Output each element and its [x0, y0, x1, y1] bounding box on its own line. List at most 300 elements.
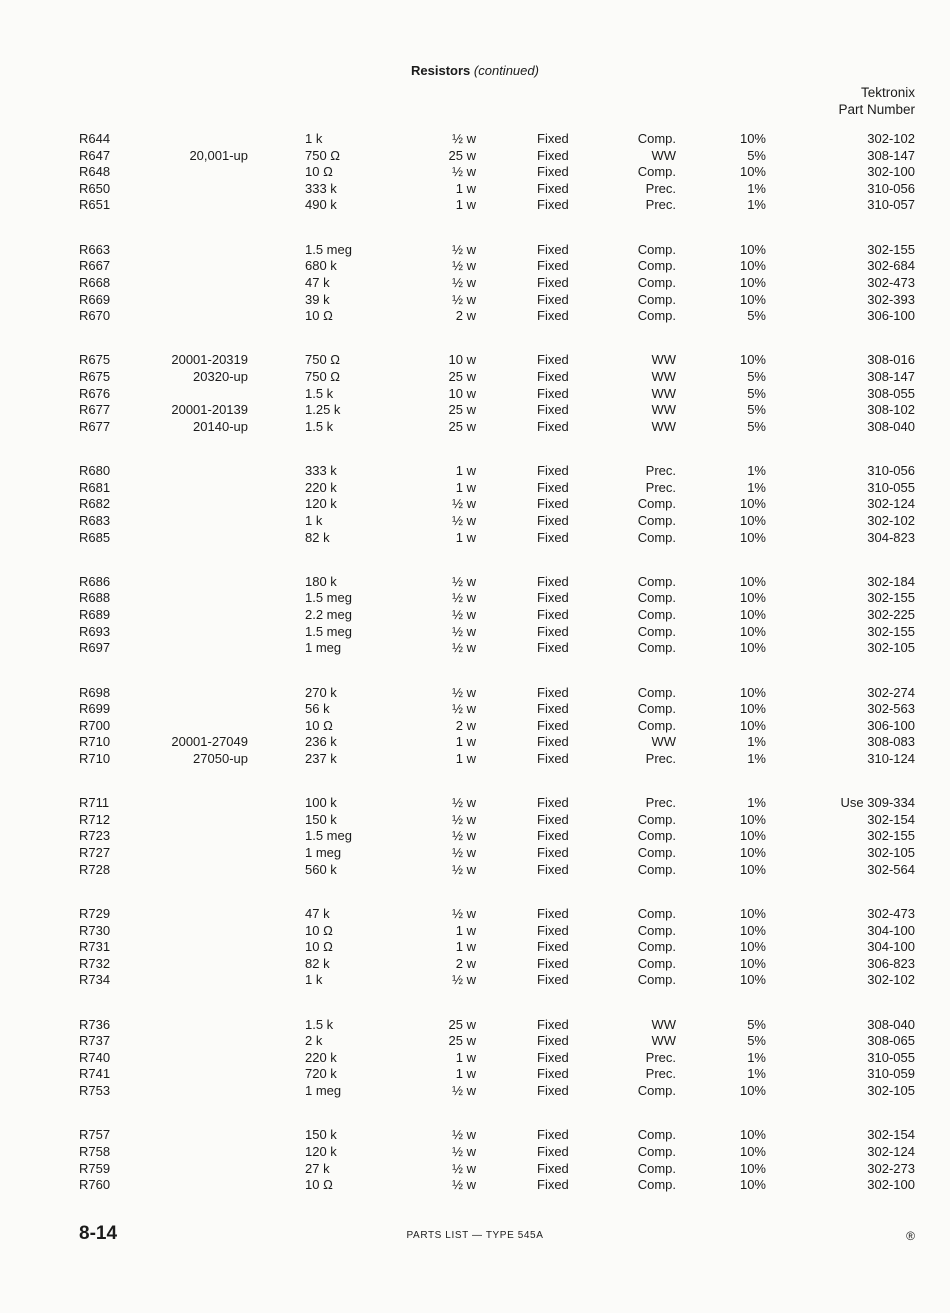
table-row — [0, 401, 950, 418]
resistance-value: 236 k — [305, 734, 337, 750]
tolerance: 5% — [747, 1016, 766, 1032]
table-row — [0, 905, 950, 922]
wattage: ½ w — [452, 1083, 476, 1098]
table-row — [0, 1126, 950, 1143]
tolerance: 10% — [739, 845, 766, 860]
resistance-value: 1.5 meg — [305, 590, 352, 606]
resistor-type: Fixed — [537, 147, 569, 163]
composition: Comp. — [637, 905, 676, 921]
table-row — [0, 1160, 950, 1177]
wattage: ½ w — [452, 291, 476, 307]
composition: Comp. — [637, 291, 676, 307]
composition: WW — [651, 1016, 676, 1032]
wattage: 1 w — [455, 180, 476, 196]
circuit-number: R677 — [79, 418, 111, 434]
table-row — [0, 861, 950, 878]
table-row — [0, 512, 950, 529]
resistance-value: 2.2 meg — [305, 607, 352, 622]
resistance-value: 47 k — [305, 274, 330, 290]
tolerance: 10% — [739, 573, 766, 589]
wattage: 2 w — [455, 308, 476, 324]
composition: Prec. — [645, 180, 676, 196]
wattage: 1 w — [455, 922, 476, 938]
wattage: 1 w — [455, 1049, 476, 1065]
resistor-type: Fixed — [537, 258, 569, 274]
resistor-type: Fixed — [537, 573, 569, 589]
part-number: 302-564 — [867, 861, 915, 877]
table-row — [0, 938, 950, 955]
table-row — [0, 274, 950, 291]
table-row — [0, 733, 950, 750]
circuit-number: R677 — [79, 402, 111, 418]
table-row — [0, 1176, 950, 1193]
tolerance: 1% — [747, 795, 766, 811]
wattage: ½ w — [452, 845, 476, 860]
wattage: ½ w — [452, 164, 476, 180]
wattage: 1 w — [455, 463, 476, 479]
wattage: ½ w — [452, 590, 476, 606]
circuit-number: R759 — [79, 1160, 111, 1176]
composition: WW — [651, 1033, 676, 1049]
tolerance: 1% — [747, 180, 766, 196]
table-row — [0, 811, 950, 828]
part-number: 308-016 — [867, 352, 915, 368]
circuit-number: R685 — [79, 529, 111, 545]
circuit-number: R710 — [79, 750, 111, 766]
table-row — [0, 844, 950, 861]
resistance-value: 120 k — [305, 1143, 337, 1159]
wattage: ½ w — [452, 131, 476, 146]
circuit-number: R728 — [79, 861, 111, 877]
table-row — [0, 794, 950, 811]
tolerance: 10% — [739, 258, 766, 274]
circuit-number: R669 — [79, 291, 111, 307]
resistor-type: Fixed — [537, 352, 569, 368]
resistor-type: Fixed — [537, 811, 569, 827]
resistor-type: Fixed — [537, 590, 569, 606]
resistance-value: 1.5 k — [305, 418, 334, 434]
circuit-number: R753 — [79, 1083, 111, 1098]
resistor-type: Fixed — [537, 623, 569, 639]
resistance-value: 750 Ω — [305, 352, 341, 368]
composition: WW — [651, 402, 676, 418]
resistor-type: Fixed — [537, 479, 569, 495]
table-row — [0, 955, 950, 972]
wattage: ½ w — [452, 1143, 476, 1159]
table-row — [0, 495, 950, 512]
tolerance: 10% — [739, 131, 766, 146]
table-row — [0, 1016, 950, 1033]
part-number: 308-102 — [867, 402, 915, 418]
wattage: 1 w — [455, 1066, 476, 1082]
resistor-type: Fixed — [537, 463, 569, 479]
tolerance: 10% — [739, 512, 766, 528]
serial-range: 20320-up — [193, 369, 248, 384]
composition: Prec. — [645, 197, 676, 213]
part-number: 308-147 — [867, 147, 915, 163]
tolerance: 5% — [747, 402, 766, 418]
part-number: 302-155 — [867, 241, 915, 257]
resistance-value: 10 Ω — [305, 939, 333, 955]
part-number: 302-105 — [867, 640, 915, 656]
composition: Comp. — [637, 308, 676, 324]
composition: Comp. — [637, 845, 676, 860]
circuit-number: R723 — [79, 828, 111, 844]
part-number: 310-059 — [867, 1066, 915, 1082]
wattage: 25 w — [448, 369, 476, 384]
composition: Comp. — [637, 972, 676, 988]
composition: Comp. — [637, 828, 676, 844]
circuit-number: R651 — [79, 197, 111, 213]
resistor-type: Fixed — [537, 1177, 569, 1193]
tolerance: 10% — [739, 861, 766, 877]
resistor-type: Fixed — [537, 291, 569, 307]
resistance-value: 720 k — [305, 1066, 337, 1082]
part-number: 302-184 — [867, 573, 915, 589]
resistor-type: Fixed — [537, 1143, 569, 1159]
wattage: ½ w — [452, 972, 476, 988]
circuit-number: R757 — [79, 1127, 111, 1143]
serial-range: 20001-20139 — [171, 402, 248, 418]
resistor-type: Fixed — [537, 717, 569, 733]
wattage: ½ w — [452, 512, 476, 528]
resistance-value: 100 k — [305, 795, 337, 811]
resistor-type: Fixed — [537, 1083, 569, 1098]
table-row — [0, 385, 950, 402]
resistor-type: Fixed — [537, 496, 569, 512]
part-number: 308-083 — [867, 734, 915, 750]
circuit-number: R663 — [79, 241, 111, 257]
resistor-type: Fixed — [537, 795, 569, 811]
table-row — [0, 291, 950, 308]
resistance-value: 1 k — [305, 512, 323, 528]
wattage: ½ w — [452, 241, 476, 257]
circuit-number: R727 — [79, 845, 111, 860]
resistance-value: 220 k — [305, 1049, 337, 1065]
circuit-number: R650 — [79, 180, 111, 196]
composition: Comp. — [637, 164, 676, 180]
circuit-number: R699 — [79, 701, 111, 717]
part-number: 302-154 — [867, 1127, 915, 1143]
wattage: ½ w — [452, 607, 476, 622]
composition: Comp. — [637, 939, 676, 955]
wattage: ½ w — [452, 623, 476, 639]
wattage: 25 w — [448, 1033, 476, 1049]
tolerance: 10% — [739, 972, 766, 988]
tolerance: 10% — [739, 955, 766, 971]
part-number: 310-056 — [867, 180, 915, 196]
composition: Comp. — [637, 623, 676, 639]
resistor-type: Fixed — [537, 828, 569, 844]
circuit-number: R644 — [79, 131, 111, 146]
tolerance: 10% — [739, 352, 766, 368]
table-row — [0, 1049, 950, 1066]
composition: Comp. — [637, 701, 676, 717]
part-number: 310-055 — [867, 1049, 915, 1065]
part-number: Use 309-334 — [840, 795, 915, 811]
part-number: 302-684 — [867, 258, 915, 274]
footer-page-number: 8-14 — [79, 1223, 118, 1244]
part-number: 302-473 — [867, 905, 915, 921]
resistance-value: 2 k — [305, 1033, 323, 1049]
tolerance: 10% — [739, 905, 766, 921]
resistor-type: Fixed — [537, 1049, 569, 1065]
composition: Comp. — [637, 258, 676, 274]
wattage: 25 w — [448, 402, 476, 418]
composition: Comp. — [637, 512, 676, 528]
resistance-value: 560 k — [305, 861, 337, 877]
wattage: 1 w — [455, 939, 476, 955]
tolerance: 10% — [739, 922, 766, 938]
footer-mark: ® — [906, 1229, 915, 1243]
part-number-header-line2: Part Number — [838, 102, 915, 117]
resistance-value: 750 Ω — [305, 369, 341, 384]
footer-text: PARTS LIST — TYPE 545A — [406, 1230, 544, 1241]
part-number: 302-124 — [867, 1143, 915, 1159]
wattage: 1 w — [455, 197, 476, 213]
part-number: 308-040 — [867, 418, 915, 434]
resistor-type: Fixed — [537, 369, 569, 384]
wattage: 1 w — [455, 479, 476, 495]
composition: WW — [651, 369, 676, 384]
table-row — [0, 418, 950, 435]
resistor-type: Fixed — [537, 1033, 569, 1049]
tolerance: 10% — [739, 1127, 766, 1143]
table-row — [0, 130, 950, 147]
tolerance: 10% — [739, 1143, 766, 1159]
table-row — [0, 147, 950, 164]
resistance-value: 10 Ω — [305, 1177, 333, 1193]
tolerance: 10% — [739, 828, 766, 844]
circuit-number: R730 — [79, 922, 111, 938]
composition: Comp. — [637, 955, 676, 971]
circuit-number: R670 — [79, 308, 111, 324]
resistor-type: Fixed — [537, 905, 569, 921]
composition: Prec. — [645, 795, 676, 811]
wattage: ½ w — [452, 1160, 476, 1176]
composition: Comp. — [637, 1127, 676, 1143]
composition: Comp. — [637, 717, 676, 733]
composition: WW — [651, 418, 676, 434]
composition: Comp. — [637, 590, 676, 606]
circuit-number: R675 — [79, 352, 111, 368]
circuit-number: R736 — [79, 1016, 111, 1032]
tolerance: 5% — [747, 418, 766, 434]
tolerance: 5% — [747, 147, 766, 163]
resistance-value: 270 k — [305, 684, 337, 700]
resistance-value: 27 k — [305, 1160, 330, 1176]
part-number: 302-155 — [867, 590, 915, 606]
part-number: 304-100 — [867, 939, 915, 955]
composition: Comp. — [637, 1160, 676, 1176]
wattage: 25 w — [448, 147, 476, 163]
composition: WW — [651, 352, 676, 368]
table-row — [0, 922, 950, 939]
resistance-value: 333 k — [305, 180, 337, 196]
serial-range: 27050-up — [193, 750, 248, 766]
table-row — [0, 529, 950, 546]
resistance-value: 82 k — [305, 955, 330, 971]
resistance-value: 1.25 k — [305, 402, 341, 418]
tolerance: 10% — [739, 684, 766, 700]
circuit-number: R676 — [79, 385, 111, 401]
table-row — [0, 163, 950, 180]
resistor-type: Fixed — [537, 512, 569, 528]
part-number: 302-393 — [867, 291, 915, 307]
table-row — [0, 589, 950, 606]
composition: Prec. — [645, 1066, 676, 1082]
composition: Comp. — [637, 1177, 676, 1193]
circuit-number: R731 — [79, 939, 111, 955]
resistance-value: 120 k — [305, 496, 337, 512]
part-number: 302-563 — [867, 701, 915, 717]
resistor-type: Fixed — [537, 164, 569, 180]
resistor-type: Fixed — [537, 607, 569, 622]
tolerance: 10% — [739, 496, 766, 512]
part-number: 310-124 — [867, 750, 915, 766]
tolerance: 5% — [747, 308, 766, 324]
resistance-value: 333 k — [305, 463, 337, 479]
composition: Prec. — [645, 1049, 676, 1065]
part-number: 302-100 — [867, 1177, 915, 1193]
part-number: 302-100 — [867, 164, 915, 180]
resistor-type: Fixed — [537, 922, 569, 938]
resistance-value: 82 k — [305, 529, 330, 545]
part-number-header-line1: Tektronix — [860, 85, 915, 100]
part-number: 306-100 — [867, 308, 915, 324]
resistor-type: Fixed — [537, 180, 569, 196]
tolerance: 10% — [739, 717, 766, 733]
tolerance: 10% — [739, 701, 766, 717]
part-number: 302-274 — [867, 684, 915, 700]
table-row — [0, 1032, 950, 1049]
composition: Comp. — [637, 861, 676, 877]
resistor-type: Fixed — [537, 750, 569, 766]
resistance-value: 1.5 k — [305, 385, 334, 401]
page-title — [0, 63, 950, 78]
wattage: ½ w — [452, 795, 476, 811]
table-row — [0, 971, 950, 988]
resistance-value: 150 k — [305, 811, 337, 827]
serial-range: 20140-up — [193, 418, 248, 434]
table-row — [0, 241, 950, 258]
resistance-value: 1 meg — [305, 1083, 342, 1098]
wattage: 2 w — [455, 717, 476, 733]
wattage: 2 w — [455, 955, 476, 971]
part-number: 302-102 — [867, 131, 915, 146]
composition: Comp. — [637, 607, 676, 622]
part-number: 306-100 — [867, 717, 915, 733]
wattage: ½ w — [452, 274, 476, 290]
composition: WW — [651, 147, 676, 163]
wattage: 1 w — [455, 734, 476, 750]
resistance-value: 56 k — [305, 701, 330, 717]
part-number: 302-124 — [867, 496, 915, 512]
part-number: 308-147 — [867, 369, 915, 384]
circuit-number: R711 — [79, 795, 110, 811]
resistance-value: 220 k — [305, 479, 337, 495]
wattage: ½ w — [452, 496, 476, 512]
resistance-value: 237 k — [305, 750, 337, 766]
resistance-value: 1 k — [305, 131, 323, 146]
table-row — [0, 717, 950, 734]
resistor-type: Fixed — [537, 861, 569, 877]
circuit-number: R760 — [79, 1177, 111, 1193]
part-number: 302-225 — [867, 607, 915, 622]
resistor-type: Fixed — [537, 197, 569, 213]
circuit-number: R698 — [79, 684, 111, 700]
tolerance: 10% — [739, 939, 766, 955]
tolerance: 1% — [747, 734, 766, 750]
table-row — [0, 827, 950, 844]
resistor-type: Fixed — [537, 274, 569, 290]
resistor-type: Fixed — [537, 734, 569, 750]
tolerance: 10% — [739, 1177, 766, 1193]
resistor-type: Fixed — [537, 1066, 569, 1082]
wattage: ½ w — [452, 258, 476, 274]
circuit-number: R683 — [79, 512, 111, 528]
resistance-value: 10 Ω — [305, 164, 333, 180]
resistance-value: 1.5 meg — [305, 828, 352, 844]
composition: Comp. — [637, 1143, 676, 1159]
tolerance: 5% — [747, 1033, 766, 1049]
part-number: 302-155 — [867, 623, 915, 639]
resistor-type: Fixed — [537, 1160, 569, 1176]
composition: Comp. — [637, 573, 676, 589]
circuit-number: R647 — [79, 147, 111, 163]
part-number-header — [838, 84, 915, 118]
resistor-type: Fixed — [537, 308, 569, 324]
tolerance: 1% — [747, 1049, 766, 1065]
tolerance: 10% — [739, 274, 766, 290]
resistance-value: 150 k — [305, 1127, 337, 1143]
part-number: 306-823 — [867, 955, 915, 971]
resistor-type: Fixed — [537, 939, 569, 955]
composition: Prec. — [645, 479, 676, 495]
resistor-type: Fixed — [537, 402, 569, 418]
wattage: ½ w — [452, 828, 476, 844]
table-row — [0, 479, 950, 496]
table-row — [0, 606, 950, 623]
tolerance: 10% — [739, 291, 766, 307]
circuit-number: R734 — [79, 972, 111, 988]
circuit-number: R697 — [79, 640, 111, 656]
circuit-number: R732 — [79, 955, 111, 971]
circuit-number: R710 — [79, 734, 111, 750]
resistor-type: Fixed — [537, 845, 569, 860]
resistance-value: 1.5 meg — [305, 241, 352, 257]
wattage: ½ w — [452, 905, 476, 921]
part-number: 302-155 — [867, 828, 915, 844]
resistance-value: 180 k — [305, 573, 337, 589]
tolerance: 10% — [739, 607, 766, 622]
circuit-number: R729 — [79, 905, 111, 921]
tolerance: 10% — [739, 623, 766, 639]
circuit-number: R712 — [79, 811, 111, 827]
resistance-value: 680 k — [305, 258, 337, 274]
resistor-type: Fixed — [537, 640, 569, 656]
composition: Prec. — [645, 463, 676, 479]
serial-range: 20001-20319 — [171, 352, 248, 368]
circuit-number: R700 — [79, 717, 111, 733]
circuit-number: R680 — [79, 463, 111, 479]
part-number: 304-100 — [867, 922, 915, 938]
part-number: 310-056 — [867, 463, 915, 479]
tolerance: 1% — [747, 1066, 766, 1082]
resistor-type: Fixed — [537, 385, 569, 401]
resistance-value: 1.5 meg — [305, 623, 352, 639]
table-row — [0, 623, 950, 640]
